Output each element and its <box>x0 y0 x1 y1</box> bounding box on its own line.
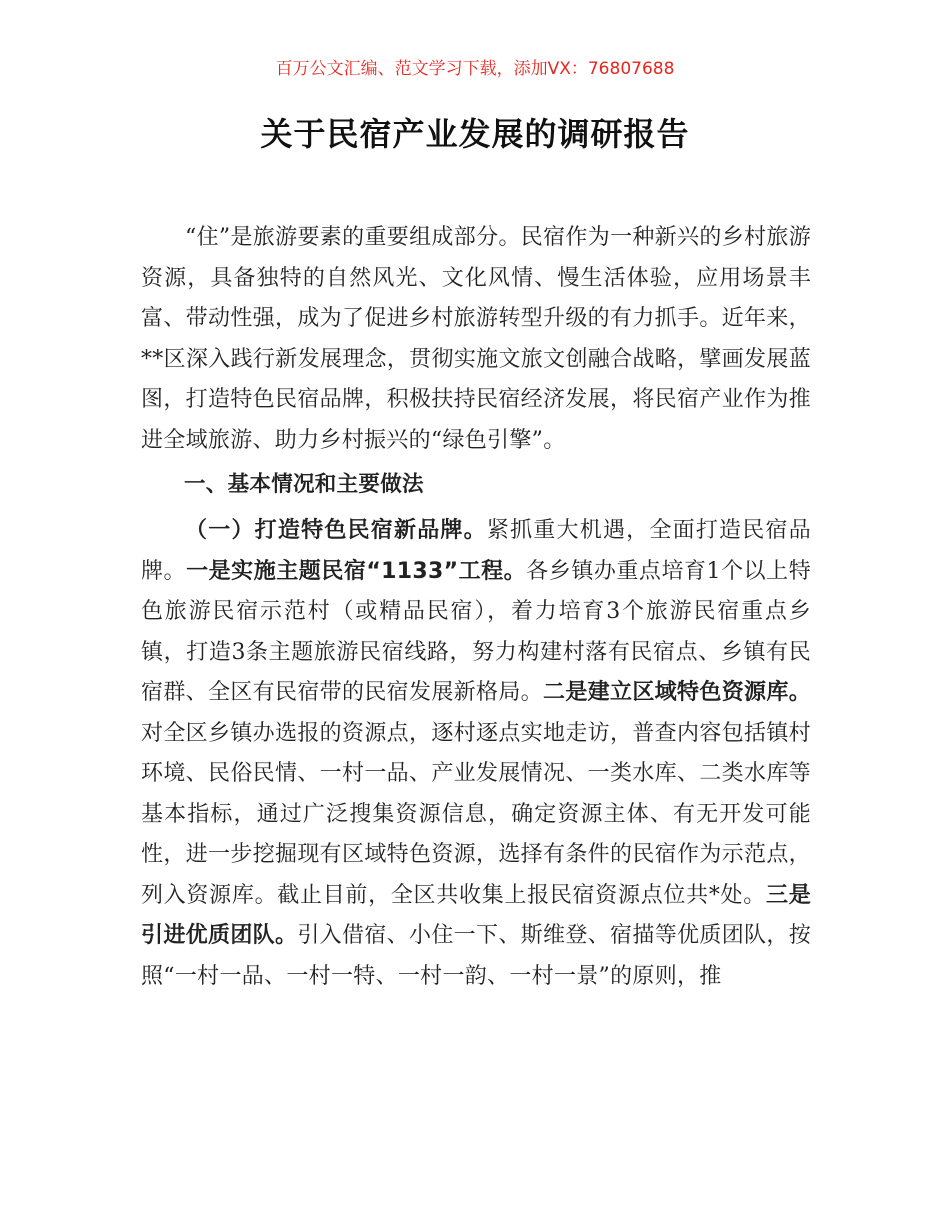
section-paragraph <box>141 511 811 997</box>
paragraph-text: 各乡镇办重点培育1个以上特色旅游民宿示范村（或精品民宿），着力培育3个旅游民宿重点乡镇，打造3条主题旅游民宿线路，努力构建村落有民宿点、乡镇有民宿群、全区有民宿带的民宿发展新格局。 <box>141 558 812 705</box>
watermark-banner: 百万公文汇编、范文学习下载，添加VX：76807688 <box>275 59 675 79</box>
intro-paragraph: “住”是旅游要素的重要组成部分。民宿作为一种新兴的乡村旅游资源，具备独特的自然风光、文化风情、慢生活体验，应用场景丰富、带动性强，成为了促进乡村旅游转型升级的有力抓手。近年来，**区深入践行新发展理念，贯彻实施文旅文创融合战略，擘画发展蓝图，打造特色民宿品牌，积极扶持民宿经济发展，将民宿产业作为推进全域旅游、助力乡村振兴的“绿色引擎”。 <box>141 225 811 453</box>
paragraph-text: 引入借宿、小住一下、斯维登、宿描等优质团队，按照“一村一品、一村一特、一村一韵、一村一景”的原则，推 <box>141 923 811 989</box>
point-title-2: 二是建立区域特色资源库。 <box>543 680 811 705</box>
paragraph-text: 对全区乡镇办选报的资源点，逐村逐点实地走访，普查内容包括镇村环境、民俗民情、一村一品、产业发展情况、一类水库、二类水库等基本指标，通过广泛搜集资源信息，确定资源主体、有无开发可能性，进一步挖掘现有区域特色资源，选择有条件的民宿作为示范点，列入资源库。截止目前，全区共收集上报民宿资源点位共*处。 <box>141 720 811 908</box>
document-title: 关于民宿产业发展的调研报告 <box>260 115 690 153</box>
paragraph-text: 紧抓重大机遇，全面打造民宿品牌。 <box>141 518 812 584</box>
point-title-3: 三是引进优质团队。 <box>141 882 811 948</box>
section-heading: 一、基本情况和主要做法 <box>184 472 424 497</box>
document-body <box>141 218 811 997</box>
point-title-1: 一是实施主题民宿“1133”工程。 <box>186 558 527 584</box>
subsection-title: （一）打造特色民宿新品牌。 <box>185 518 487 543</box>
